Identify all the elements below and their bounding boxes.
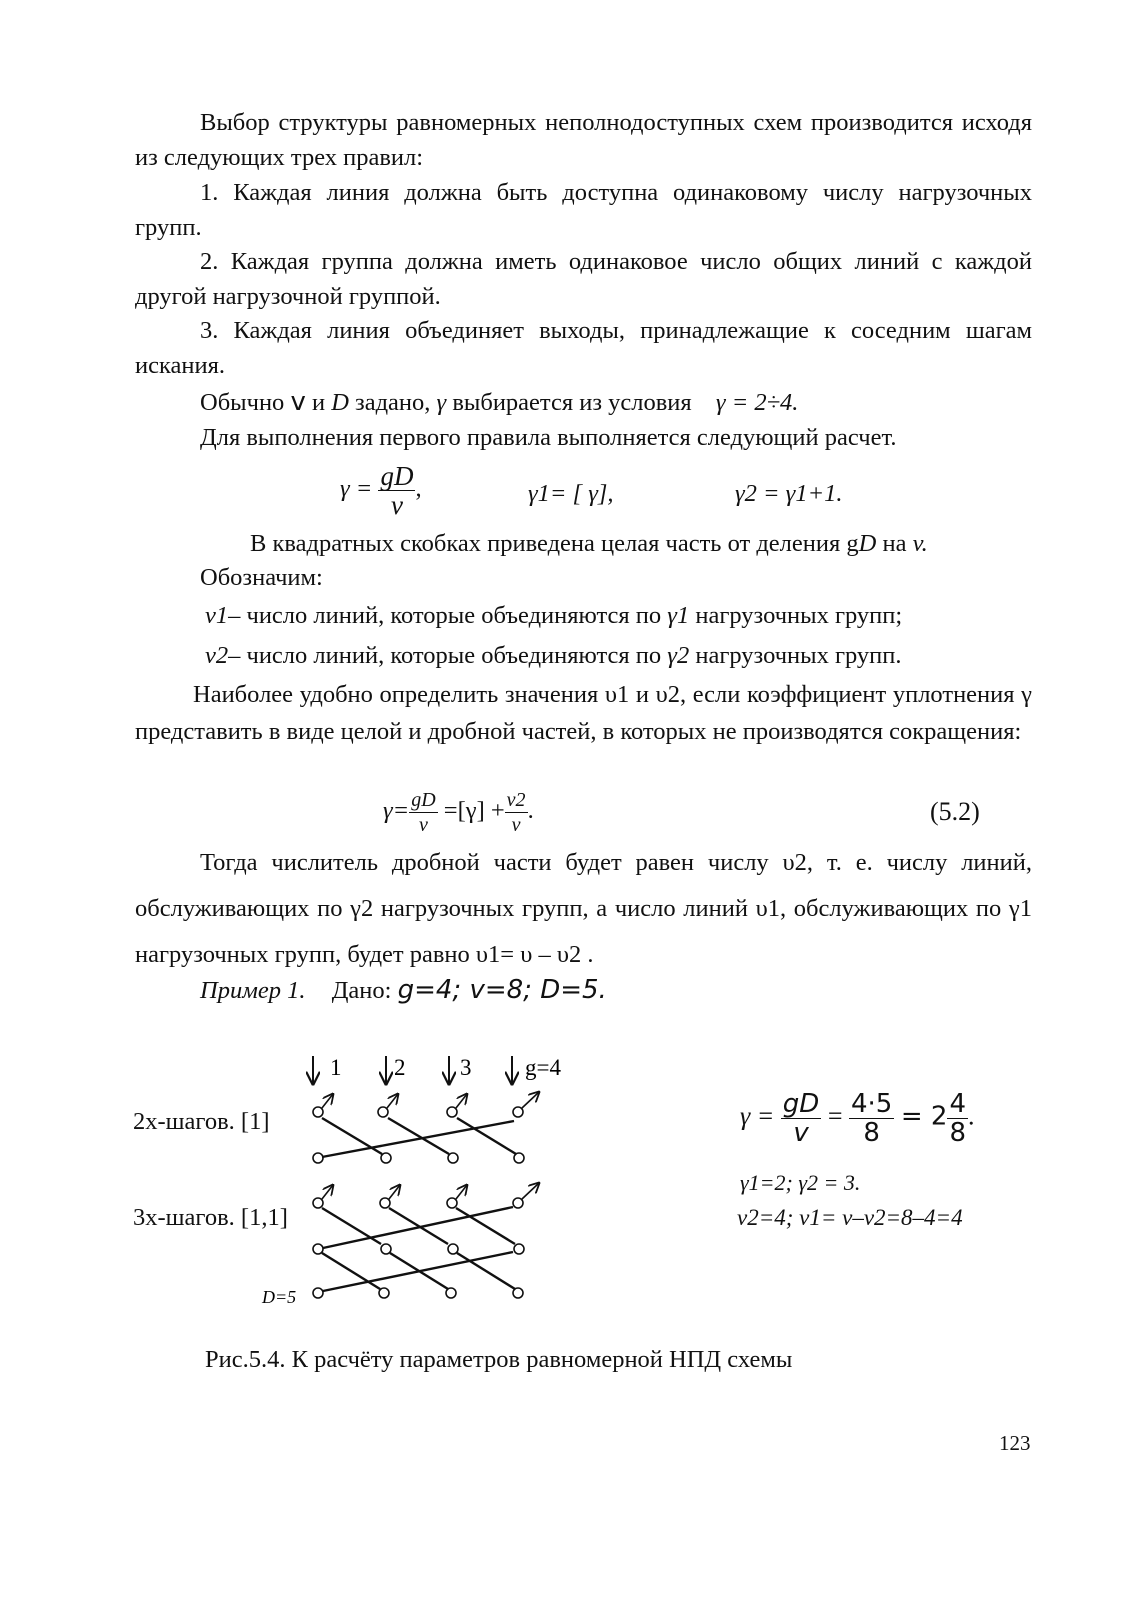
paragraph-convenient: Наиболее удобно определить значения υ1 и υ2, если коэффициент уплотнения γ представить в виде целой и дробной частей, в которых не производятся сокращения: [135, 681, 1032, 745]
given-line: Обычно v и D задано, γ выбирается из условия γ = 2÷4. [200, 387, 799, 417]
input-label-2: 2 [394, 1055, 406, 1080]
fraction-gD-over-v: $\frac{gD}{v}$ [380, 461, 414, 520]
brackets-note: В квадратных скобках приведена целая часть от деления gD на v. [250, 530, 928, 557]
fraction-v2-over-v: $\frac{v2}{v}$ [506, 789, 526, 836]
step3-contacts [313, 1183, 539, 1298]
example-line: Пример 1. Дано: g=4; v=8; D=5. [200, 975, 607, 1005]
rule-3: 3. Каждая линия объединяет выходы, принадлежащие к соседним шагам искания. [135, 317, 1032, 379]
v2-definition: v2– число линий, которые объединяются по γ2 нагрузочных групп. [205, 642, 902, 669]
calc-fraction-4x5-8: $\frac{4\cdot 5}{8}$ [851, 1089, 893, 1148]
equation-number: (5.2) [930, 797, 980, 826]
load-group-arrows [313, 1056, 512, 1084]
row-label-step3: 3х-шагов. [1,1] [133, 1204, 288, 1231]
figure-calculation: γ = $\frac{gD}{v}$ = $\frac{4\cdot 5}{8}$ = 2 $\frac{4}{8}$ . [740, 1089, 975, 1148]
step3-links [322, 1207, 515, 1291]
input-label-1: 1 [330, 1055, 342, 1080]
paragraph-structure-choice: Выбор структуры равномерных неполнодоступных схем производится исходя из следующих трех правил: [135, 109, 1032, 171]
input-label-3: 3 [460, 1055, 472, 1080]
formula-gamma: γ = $\frac{gD}{v}$ , [340, 461, 422, 520]
denote-label: Обозначим: [200, 564, 323, 591]
input-label-g4: g=4 [525, 1055, 561, 1080]
figure-v-values: v2=4; v1= v–v2=8–4=4 [737, 1205, 963, 1230]
figure-caption: Рис.5.4. К расчёту параметров равномерной НПД схемы [205, 1346, 793, 1373]
d-label: D=5 [262, 1287, 297, 1307]
rule1-calculation-intro: Для выполнения первого правила выполняется следующий расчет. [200, 424, 897, 451]
figure-gammas: γ1=2; γ2 = 3. [740, 1170, 861, 1195]
formula-5-2: γ= $\frac{gD}{v}$ =[γ] + $\frac{v2}{v}$ . [383, 789, 534, 836]
v1-definition: v1– число линий, которые объединяются по γ1 нагрузочных групп; [205, 602, 903, 629]
paragraph-then: Тогда числитель дробной части будет равен числу υ2, т. е. числу линий, обслуживающих по γ2 нагрузочных групп, а число линий υ1, обслуживающих по γ1 нагрузочных групп, будет равно υ1= υ – υ2 . [135, 849, 1032, 968]
page-number: 123 [999, 1431, 1031, 1455]
formula-gamma2: γ2 = γ1+1. [735, 480, 843, 507]
fraction-gD-over-v-small: $\frac{gD}{v}$ [411, 789, 436, 836]
step2-links [322, 1118, 516, 1157]
row-label-step2: 2х-шагов. [1] [133, 1108, 270, 1135]
rule-2: 2. Каждая группа должна иметь одинаковое число общих линий с каждой другой нагрузочной группой. [135, 248, 1032, 310]
formula-gamma1: γ1= [ γ], [528, 480, 614, 507]
calc-fraction-4-8: $\frac{4}{8}$ [949, 1089, 966, 1148]
rule-1: 1. Каждая линия должна быть доступна одинаковому числу нагрузочных групп. [135, 179, 1032, 241]
calc-fraction-gD-v: $\frac{gD}{v}$ [782, 1089, 820, 1148]
